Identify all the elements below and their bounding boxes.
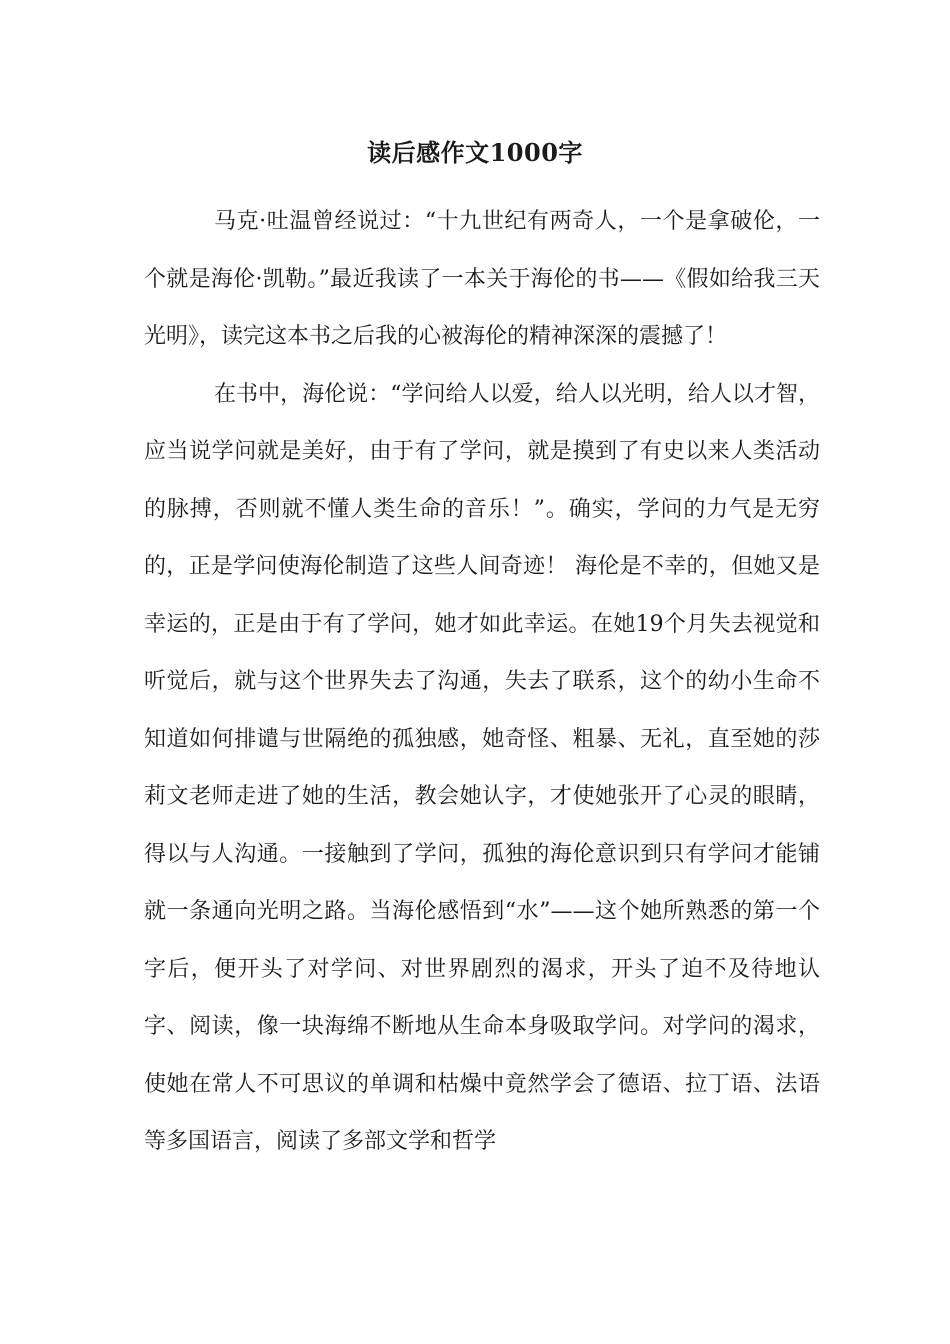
paragraph-2: 在书中，海伦说：“学问给人以爱，给人以光明，给人以才智，应当说学问就是美好，由于有了学问，就是摸到了有史以来人类活动的脉搏，否则就不懂人类生命的音乐！”。确实，学问的力气是无穷的，正是学问使海伦制造了这些人间奇迹！ 海伦是不幸的，但她又是幸运的，正是由于有了学问，她才如此幸运。在她19个月失去视觉和听觉后，就与这个世界失去了沟通，失去了联系，这个的幼小生命不知道如何排谴与世隔绝的孤独感，她奇怪、粗暴、无礼，直至她的莎莉文老师走进了她的生活，教会她认字，才使她张开了心灵的眼睛，得以与人沟通。一接触到了学问，孤独的海伦意识到只有学问才能铺就一条通向光明之路。当海伦感悟到“水”——这个她所熟悉的第一个字后，便开头了对学问、对世界剧烈的渴求，开头了迫不及待地认字、阅读，像一块海绵不断地从生命本身吸取学问。对学问的渴求，使她在常人不可思议的单调和枯燥中竟然学会了德语、拉丁语、法语等多国语言，阅读了多部文学和哲学	[144, 381, 820, 1154]
document-body	[144, 193, 820, 1171]
document-title: 读后感作文1000字	[367, 138, 583, 167]
paragraph-1: 马克·吐温曾经说过：“十九世纪有两奇人，一个是拿破伦，一个就是海伦·凯勒。”最近我读了一本关于海伦的书——《假如给我三天光明》，读完这本书之后我的心被海伦的精神深深的震撼了！	[144, 209, 820, 349]
